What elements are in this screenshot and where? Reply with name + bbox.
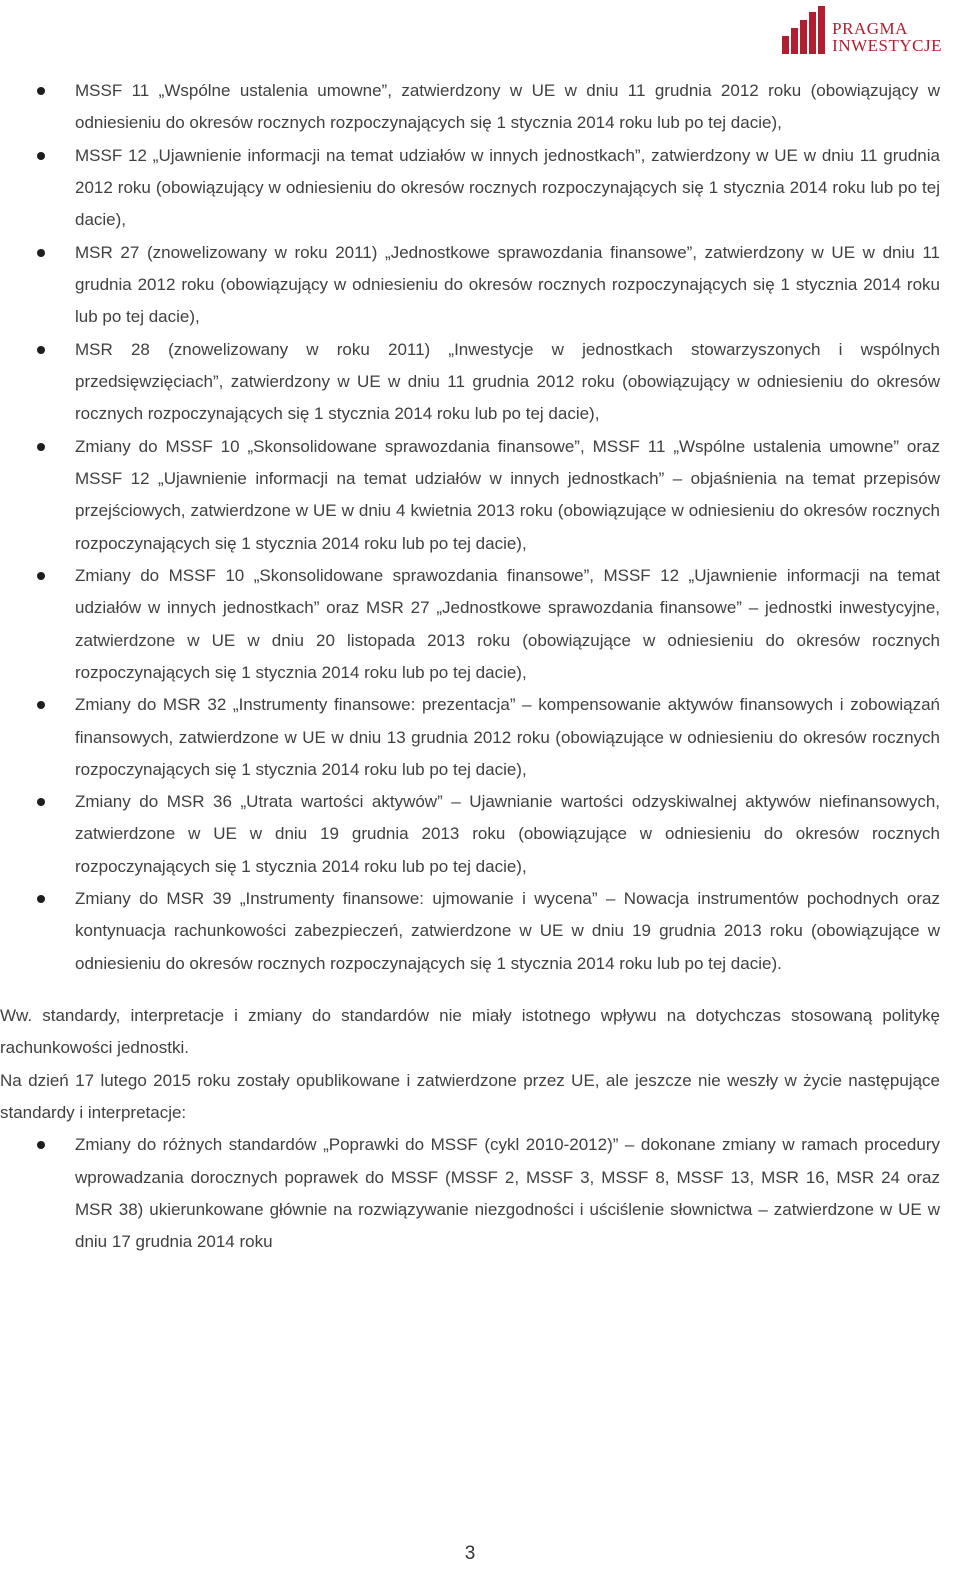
spacer [0, 980, 940, 1000]
list-item: Zmiany do MSR 36 „Utrata wartości aktywów” – Ujawnianie wartości odzyskiwalnej aktywów niefinansowych, zatwierdzone w UE w dniu 19 grudnia 2013 roku (obowiązujące w odniesieniu do okresów rocznych rozpoczynających się 1 stycznia 2014 roku lub po tej dacie), [0, 786, 940, 883]
list-item: Zmiany do MSSF 10 „Skonsolidowane sprawozdania finansowe”, MSSF 12 „Ujawnienie informacji na temat udziałów w innych jednostkach” oraz MSR 27 „Jednostkowe sprawozdania finansowe” – jednostki inwestycyjne, zatwierdzone w UE w dniu 20 listopada 2013 roku (obowiązujące w odniesieniu do okresów rocznych rozpoczynających się 1 stycznia 2014 roku lub po tej dacie), [0, 560, 940, 689]
logo-line-2: INWESTYCJE [832, 36, 942, 55]
list-item: MSR 27 (znowelizowany w roku 2011) „Jednostkowe sprawozdania finansowe”, zatwierdzony w UE w dniu 11 grudnia 2012 roku (obowiązujący w odniesieniu do okresów rocznych rozpoczynających się 1 stycznia 2014 roku lub po tej dacie), [0, 237, 940, 334]
pragma-bars-icon [780, 6, 826, 54]
logo-line-1: PRAGMA [832, 19, 908, 38]
company-logo [780, 4, 942, 54]
summary-paragraph: Ww. standardy, interpretacje i zmiany do standardów nie miały istotnego wpływu na dotychczas stosowaną politykę rachunkowości jednostki. [0, 1006, 940, 1058]
intro-paragraph: Na dzień 17 lutego 2015 roku zostały opublikowane i zatwierdzone przez UE, ale jeszcze nie weszły w życie następujące standardy i interpretacje: [0, 1070, 940, 1123]
list-item: Zmiany do różnych standardów „Poprawki do MSSF (cykl 2010-2012)” – dokonane zmiany w ramach procedury wprowadzania dorocznych poprawek do MSSF (MSSF 2, MSSF 3, MSSF 8, MSSF 13, MSR 16, MSR 24 oraz MSR 38) ukierunkowane głównie na rozwiązywanie niezgodności i uściślenie słownictwa – zatwierdzone w UE w dniu 17 grudnia 2014 roku [0, 1129, 940, 1258]
standards-list-pending [0, 1129, 940, 1258]
page-number: 3 [464, 1543, 476, 1564]
list-item: Zmiany do MSR 39 „Instrumenty finansowe: ujmowanie i wycena” – Nowacja instrumentów pochodnych oraz kontynuacja rachunkowości zabezpieczeń, zatwierdzone w UE w dniu 19 grudnia 2013 roku (obowiązujące w odniesieniu do okresów rocznych rozpoczynających się 1 stycznia 2014 roku lub po tej dacie). [0, 883, 940, 980]
list-item: MSR 28 (znowelizowany w roku 2011) „Inwestycje w jednostkach stowarzyszonych i wspólnych przedsięwzięciach”, zatwierdzony w UE w dniu 11 grudnia 2012 roku (obowiązujący w odniesieniu do okresów rocznych rozpoczynających się 1 stycznia 2014 roku lub po tej dacie), [0, 334, 940, 431]
document-body [0, 75, 940, 1259]
list-item: MSSF 12 „Ujawnienie informacji na temat udziałów w innych jednostkach”, zatwierdzony w UE w dniu 11 grudnia 2012 roku (obowiązujący w odniesieniu do okresów rocznych rozpoczynających się 1 stycznia 2014 roku lub po tej dacie), [0, 140, 940, 237]
standards-list-adopted [0, 75, 940, 980]
logo-wordmark [832, 20, 942, 54]
list-item: Zmiany do MSR 32 „Instrumenty finansowe: prezentacja” – kompensowanie aktywów finansowych i zobowiązań finansowych, zatwierdzone w UE w dniu 13 grudnia 2012 roku (obowiązujące w odniesieniu do okresów rocznych rozpoczynających się 1 stycznia 2014 roku lub po tej dacie), [0, 689, 940, 786]
list-item: Zmiany do MSSF 10 „Skonsolidowane sprawozdania finansowe”, MSSF 11 „Wspólne ustalenia umowne” oraz MSSF 12 „Ujawnienie informacji na temat udziałów w innych jednostkach” – objaśnienia na temat przepisów przejściowych, zatwierdzone w UE w dniu 4 kwietnia 2013 roku (obowiązujące w odniesieniu do okresów rocznych rozpoczynających się 1 stycznia 2014 roku lub po tej dacie), [0, 431, 940, 560]
list-item: MSSF 11 „Wspólne ustalenia umowne”, zatwierdzony w UE w dniu 11 grudnia 2012 roku (obowiązujący w odniesieniu do okresów rocznych rozpoczynających się 1 stycznia 2014 roku lub po tej dacie), [0, 75, 940, 140]
